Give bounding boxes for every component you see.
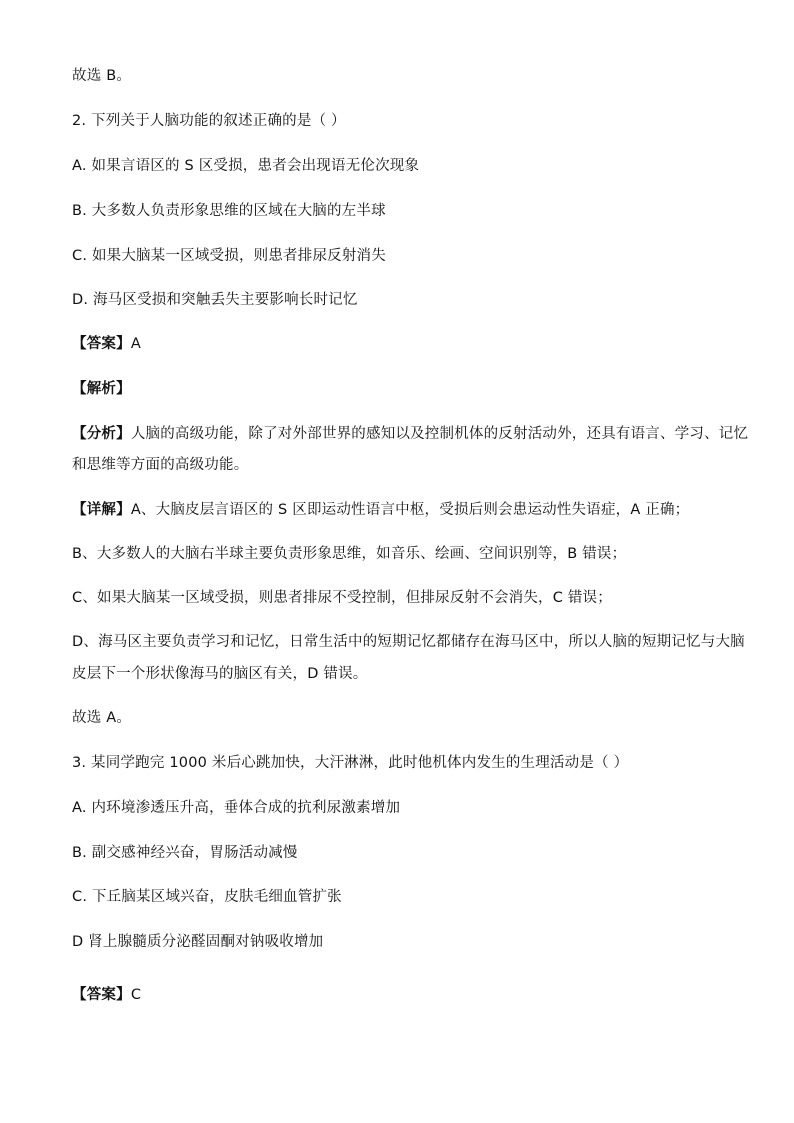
answer-value: A: [130, 336, 141, 352]
answer-value-2: C: [130, 987, 142, 1003]
question-2-option-b: B. 大多数人负责形象思维的区域在大脑的左半球: [72, 203, 386, 219]
answer-line-2: [72, 985, 141, 1005]
fenxi-line-2: 和思维等方面的高级功能。: [72, 457, 249, 473]
fenxi-line-1: [72, 424, 748, 444]
question-2-option-a: A. 如果言语区的 S 区受损，患者会出现语无伦次现象: [72, 158, 420, 174]
detail-text-1: A、大脑皮层言语区的 S 区即运动性语言中枢，受损后则会患运动性失语症，A 正确；: [130, 502, 690, 518]
question-3-option-b: B. 副交感神经兴奋，胃肠活动减慢: [72, 845, 298, 861]
question-3-option-d: D 肾上腺髓质分泌醛固酮对钠吸收增加: [72, 934, 324, 950]
question-3-stem: 3. 某同学跑完 1000 米后心跳加快，大汗淋淋，此时他机体内发生的生理活动是（ ）: [72, 755, 629, 771]
detail-line-4: D、海马区主要负责学习和记忆，日常生活中的短期记忆都储存在海马区中，所以人脑的短期记忆与大脑: [72, 634, 745, 650]
answer-tag: 【答案】: [72, 336, 131, 352]
question-2-option-c: C. 如果大脑某一区域受损，则患者排尿反射消失: [72, 248, 386, 264]
detail-line-5: 皮层下一个形状像海马的脑区有关，D 错误。: [72, 666, 368, 682]
conclusion-line-2: 故选 A。: [72, 710, 132, 726]
detail-line-3: C、如果大脑某一区域受损，则患者排尿不受控制，但排尿反射不会消失，C 错误；: [72, 590, 612, 606]
detail-tag: 【详解】: [72, 502, 131, 518]
detail-line-2: B、大多数人的大脑右半球主要负责形象思维，如音乐、绘画、空间识别等，B 错误；: [72, 546, 627, 562]
detail-line-1: [72, 500, 689, 520]
question-2-stem: 2. 下列关于人脑功能的叙述正确的是（ ）: [72, 113, 346, 129]
conclusion-line: 故选 B。: [72, 68, 132, 84]
question-2-option-d: D. 海马区受损和突触丢失主要影响长时记忆: [72, 292, 358, 308]
question-3-option-c: C. 下丘脑某区域兴奋，皮肤毛细血管扩张: [72, 889, 342, 905]
question-3-option-a: A. 内环境渗透压升高，垂体合成的抗利尿激素增加: [72, 800, 401, 816]
fenxi-text-1: 人脑的高级功能，除了对外部世界的感知以及控制机体的反射活动外，还具有语言、学习、记忆: [130, 426, 749, 442]
answer-tag-2: 【答案】: [72, 987, 131, 1003]
analysis-tag: 【解析】: [72, 381, 131, 397]
fenxi-tag: 【分析】: [72, 426, 131, 442]
analysis-heading: [72, 379, 131, 399]
answer-line: [72, 334, 141, 354]
